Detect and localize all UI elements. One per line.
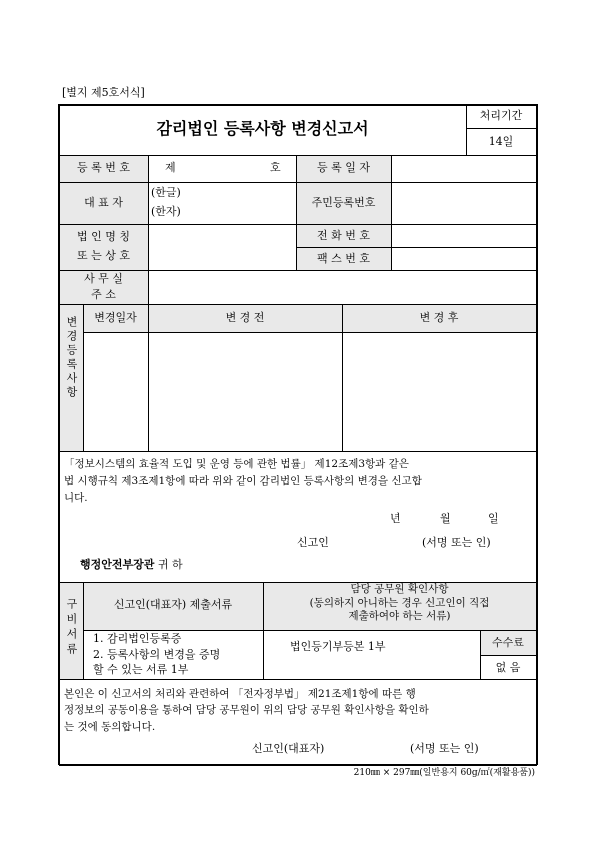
addressee-name: 행정안전부장관	[80, 558, 155, 571]
rep-label: 대 표 자	[84, 196, 123, 209]
paper-spec: 210㎜ × 297㎜(일반용지 60g/㎡(재활용품))	[353, 768, 535, 778]
reporter-label: 신고인	[297, 536, 329, 549]
row-line	[59, 182, 536, 183]
doc-side-text: 구비서류	[65, 598, 78, 658]
col-before-header: 변 경 전	[225, 311, 265, 324]
row-line	[59, 304, 536, 305]
row-line	[296, 247, 536, 248]
office-label-1: 사 무 실	[84, 272, 123, 285]
official-header: 담당 공무원 확인사항 (동의하지 아니하는 경우 신고인이 직접 제출하여야 하는 서류)	[309, 583, 490, 623]
frame-right	[536, 104, 538, 765]
official-item: 법인등기부등본 1부	[290, 640, 386, 653]
submitted-item-2: 2. 등록사항의 변경을 증명 할 수 있는 서류 1부	[93, 648, 221, 677]
change-col-line	[342, 304, 343, 451]
phone-label: 전 화 번 호	[317, 229, 370, 242]
fax-label: 팩 스 번 호	[317, 252, 370, 265]
reg-no-prefix: 제	[165, 161, 176, 174]
addressee	[80, 558, 183, 572]
consent-reporter: 신고인(대표자)	[252, 742, 325, 755]
col-after-header: 변 경 후	[419, 311, 459, 324]
submitted-header: 신고인(대표자) 제출서류	[113, 598, 233, 611]
reporter-sign: (서명 또는 인)	[422, 536, 491, 549]
consent-text: 본인은 이 신고서의 처리와 관련하여 「전자정부법」 제21조제1항에 따른 행 정정보의 공동이용을 통하여 담당 공무원이 위의 담당 공무원 확인사항을 확인하 는 것에 동의합니다.	[64, 688, 429, 733]
reg-no-suffix: 호	[270, 161, 281, 174]
change-side-text: 변경등록사항	[65, 316, 78, 400]
change-side-label	[59, 316, 83, 400]
col-line	[148, 155, 149, 304]
doc-side-label	[59, 598, 83, 658]
change-header-line	[83, 332, 536, 333]
date-month: 월	[440, 512, 451, 525]
doc-col-line	[83, 582, 84, 679]
rep-korean-label: (한글)	[151, 186, 181, 199]
fee-value: 없 음	[495, 661, 521, 674]
reg-date-label: 등 록 일 자	[317, 161, 370, 174]
rep-hanja-label: (한자)	[151, 205, 181, 218]
change-col-line	[83, 304, 84, 451]
processing-value: 14일	[488, 135, 514, 148]
consent-sign: (서명 또는 인)	[410, 742, 479, 755]
reg-no-label: 등 록 번 호	[77, 161, 130, 174]
row-line	[59, 224, 536, 225]
office-label-2: 주 소	[91, 288, 116, 301]
doc-bottom-line	[59, 679, 536, 680]
resident-no-label: 주민등록번호	[311, 196, 376, 209]
doc-fee-line	[480, 655, 536, 656]
fee-label: 수수료	[492, 636, 524, 649]
corp-name-label-2: 또 는 상 호	[77, 249, 130, 262]
corp-name-label-1: 법 인 명 칭	[77, 230, 130, 243]
processing-divider	[466, 128, 536, 129]
addressee-suffix: 귀 하	[157, 558, 183, 571]
form-title: 감리법인 등록사항 변경신고서	[156, 119, 369, 138]
title-bottom-line	[59, 155, 536, 156]
date-day: 일	[488, 512, 499, 525]
processing-label: 처리기간	[479, 109, 523, 122]
col-date-header: 변경일자	[94, 311, 137, 324]
doc-header-line	[83, 630, 536, 631]
submitted-item-1: 1. 감리법인등록증	[93, 632, 182, 645]
change-col-line	[148, 304, 149, 451]
form-label: [별지 제5호서식]	[62, 86, 145, 99]
date-year: 년	[390, 512, 401, 525]
declaration-text: 「정보시스템의 효율적 도입 및 운영 등에 관한 법률」 제12조제3항과 같은 법 시행규칙 제3조제1항에 따라 위와 같이 감리법인 등록사항의 변경을 신고합 니다.	[64, 458, 422, 504]
frame-bottom	[59, 764, 537, 766]
change-bottom-line	[59, 451, 536, 452]
row-line	[59, 270, 536, 271]
col-line	[391, 155, 392, 270]
